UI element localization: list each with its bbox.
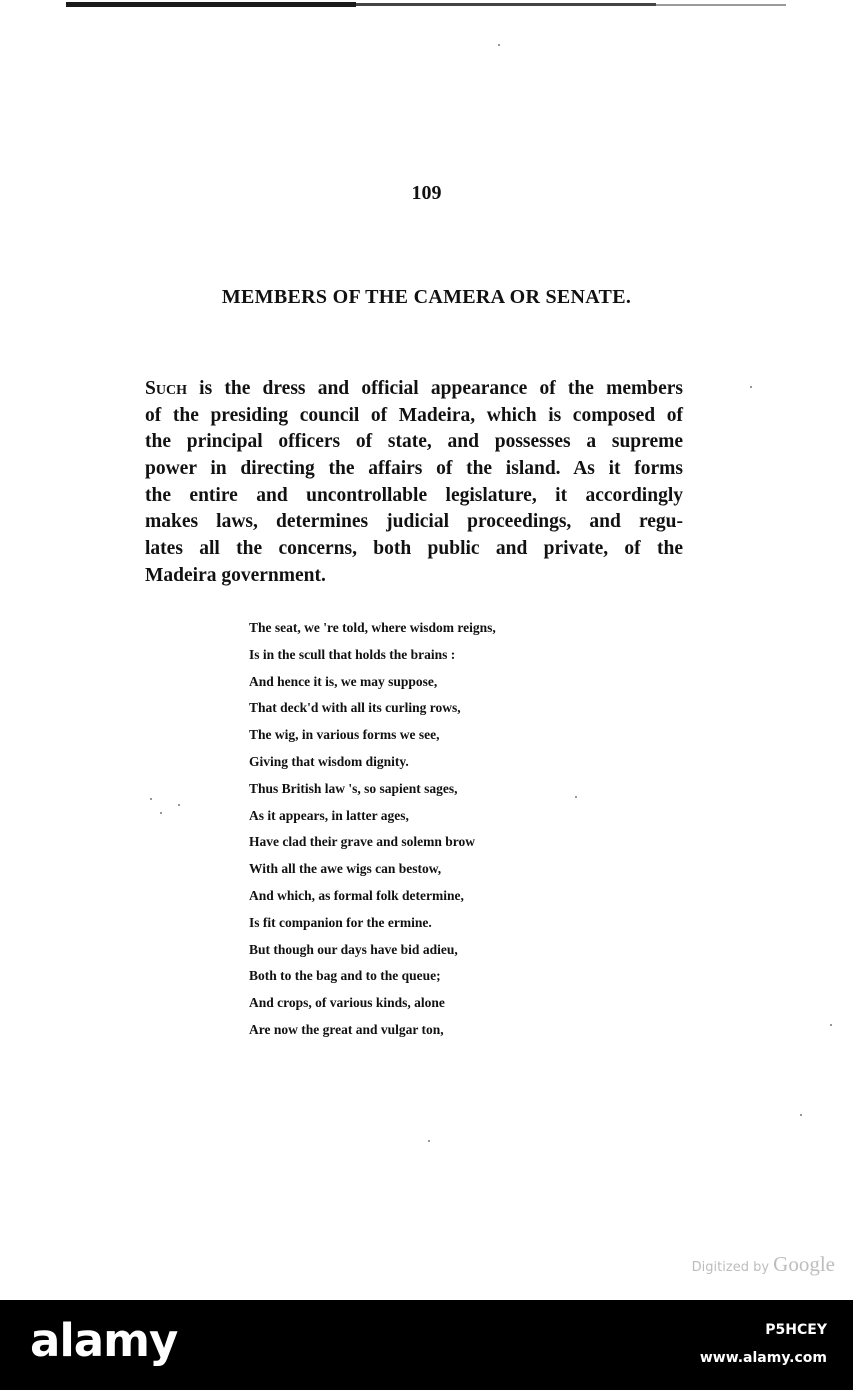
prose-line: Madeira government.: [145, 564, 326, 586]
alamy-logo: alamy: [30, 1314, 178, 1367]
verse-line: Both to the bag and to the queue;: [249, 968, 441, 984]
verse-line: And crops, of various kinds, alone: [249, 995, 445, 1011]
verse-line: And hence it is, we may suppose,: [249, 673, 438, 689]
verse-line: Are now the great and vulgar ton,: [249, 1021, 444, 1037]
verse-line: But though our days have bid adieu,: [249, 941, 458, 957]
dust-speck: [830, 1024, 832, 1026]
dust-speck: [575, 796, 577, 798]
page-number: 109: [411, 182, 442, 204]
section-heading: MEMBERS OF THE CAMERA OR SENATE.: [221, 286, 632, 308]
dust-speck: [428, 1140, 430, 1142]
dust-speck: [160, 812, 162, 814]
verse-block: [249, 615, 496, 1044]
stock-watermark-bar: [0, 1300, 853, 1390]
verse-line: As it appears, in latter ages,: [249, 807, 409, 823]
verse-line: Is in the scull that holds the brains :: [249, 646, 456, 662]
prose-line: lates all the concerns, both public and private, of the: [145, 538, 683, 560]
verse-line: And which, as formal folk determine,: [249, 887, 464, 903]
scan-edge-thick: [66, 2, 356, 7]
verse-line: Is fit companion for the ermine.: [249, 914, 432, 930]
scan-edge-mid: [356, 3, 656, 6]
prose-paragraph: [145, 376, 683, 590]
verse-line: The seat, we 're told, where wisdom reigns,: [249, 620, 496, 635]
drop-word: Such: [145, 378, 187, 399]
digitized-by-google-watermark: [692, 1252, 835, 1277]
verse-line: Thus British law 's, so sapient sages,: [249, 780, 458, 796]
dust-speck: [178, 804, 180, 806]
verse-line: With all the awe wigs can bestow,: [249, 861, 442, 877]
prose-line: makes laws, determines judicial proceedings, and regu-: [145, 511, 683, 533]
verse-line: That deck'd with all its curling rows,: [249, 700, 461, 716]
prose-line: the entire and uncontrollable legislature, it accordingly: [145, 484, 683, 506]
prose-line: Such is the dress and official appearance of the members: [145, 378, 683, 399]
prose-line: the principal officers of state, and possesses a supreme: [145, 431, 683, 453]
scan-edge-border: [66, 0, 786, 8]
dust-speck: [150, 798, 152, 800]
verse-line: Giving that wisdom dignity.: [249, 753, 409, 769]
verse-line: Have clad their grave and solemn brow: [249, 834, 475, 850]
digitized-prefix: Digitized by: [691, 1260, 770, 1275]
verse-line: The wig, in various forms we see,: [249, 727, 440, 743]
stock-image-id: P5HCEY: [765, 1322, 827, 1338]
dust-speck: [498, 44, 500, 46]
scan-edge-thin: [656, 4, 786, 6]
google-brand: Google: [773, 1252, 835, 1276]
prose-line: of the presiding council of Madeira, which is composed of: [145, 404, 683, 426]
prose-line: power in directing the affairs of the island. As it forms: [145, 458, 683, 480]
dust-speck: [750, 386, 752, 388]
dust-speck: [800, 1114, 802, 1116]
stock-url: www.alamy.com: [699, 1350, 827, 1366]
